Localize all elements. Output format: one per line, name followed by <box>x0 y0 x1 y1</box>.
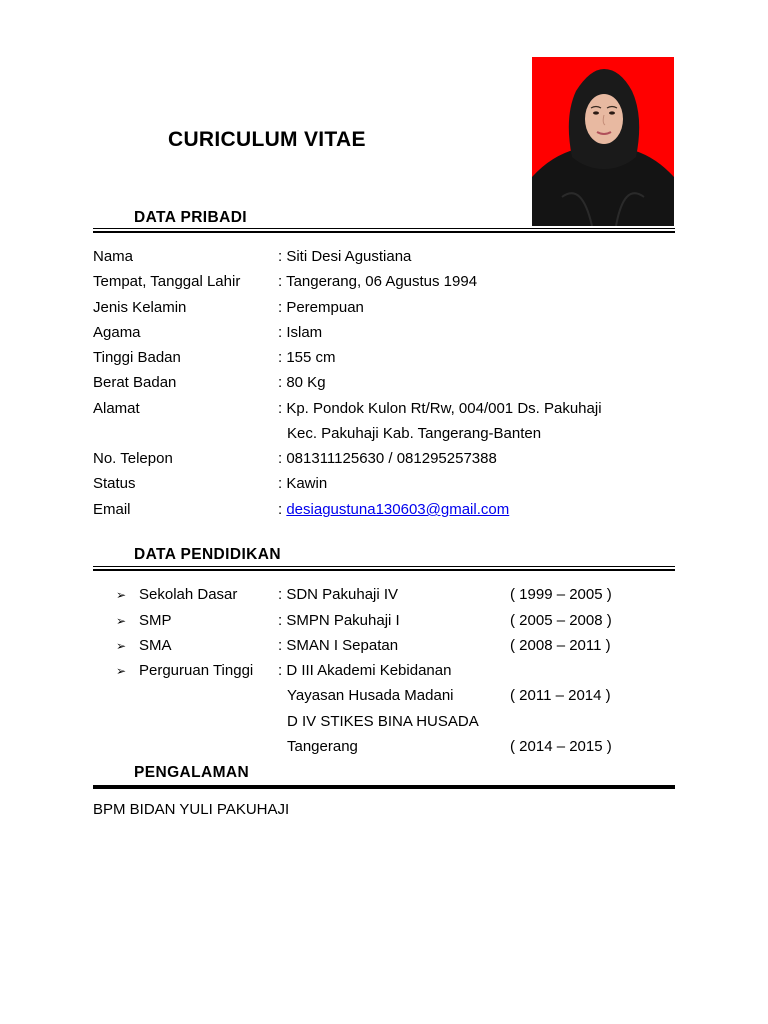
education-label-university: Perguruan Tinggi <box>139 662 254 679</box>
experience-item: BPM BIDAN YULI PAKUHAJI <box>93 801 290 818</box>
education-continuation: D IV STIKES BINA HUSADA <box>287 713 479 730</box>
personal-value-email-row <box>278 500 509 520</box>
personal-label-name: Nama <box>93 248 134 265</box>
personal-value-name: : Siti Desi Agustiana <box>278 248 412 265</box>
education-years-sma: ( 2008 – 2011 ) <box>510 637 611 654</box>
education-continuation: Tangerang <box>287 738 358 755</box>
education-value-sma: : SMAN I Sepatan <box>278 637 399 654</box>
personal-label-birth: Tempat, Tanggal Lahir <box>93 273 241 290</box>
personal-label-status: Status <box>93 475 136 492</box>
section-divider <box>93 569 675 571</box>
personal-label-religion: Agama <box>93 324 141 341</box>
personal-label-address: Alamat <box>93 400 140 417</box>
section-divider <box>93 785 675 789</box>
colon-separator: : <box>278 501 287 518</box>
personal-value-status: : Kawin <box>278 475 328 492</box>
section-divider <box>93 228 675 229</box>
bullet-arrow-icon: ➢ <box>116 614 127 628</box>
education-value-sd: : SDN Pakuhaji IV <box>278 586 399 603</box>
email-link[interactable]: desiagustuna130603@gmail.com <box>286 501 510 518</box>
education-continuation: Yayasan Husada Madani <box>287 687 454 704</box>
education-years-d3: ( 2011 – 2014 ) <box>510 687 611 704</box>
section-heading-education: DATA PENDIDIKAN <box>134 546 281 563</box>
bullet-arrow-icon: ➢ <box>116 588 127 602</box>
education-label-sma: SMA <box>139 637 172 654</box>
personal-value-address-line2: Kec. Pakuhaji Kab. Tangerang-Banten <box>287 425 542 442</box>
section-heading-experience: PENGALAMAN <box>134 764 250 781</box>
document-title: CURICULUM VITAE <box>168 128 366 151</box>
section-divider <box>93 566 675 567</box>
personal-value-gender: : Perempuan <box>278 299 364 316</box>
personal-label-email: Email <box>93 501 131 518</box>
personal-label-phone: No. Telepon <box>93 450 173 467</box>
education-value-university: : D III Akademi Kebidanan <box>278 662 452 679</box>
education-label-smp: SMP <box>139 612 172 629</box>
education-value-smp: : SMPN Pakuhaji I <box>278 612 400 629</box>
bullet-arrow-icon: ➢ <box>116 664 127 678</box>
education-years-smp: ( 2005 – 2008 ) <box>510 612 612 629</box>
section-heading-personal: DATA PRIBADI <box>134 209 248 226</box>
personal-label-height: Tinggi Badan <box>93 349 181 366</box>
personal-value-address: : Kp. Pondok Kulon Rt/Rw, 004/001 Ds. Pakuhaji <box>278 400 602 417</box>
personal-value-birth: : Tangerang, 06 Agustus 1994 <box>278 273 478 290</box>
profile-photo <box>532 57 674 226</box>
personal-value-height: : 155 cm <box>278 349 336 366</box>
education-years-sd: ( 1999 – 2005 ) <box>510 586 612 603</box>
section-divider <box>93 231 675 233</box>
personal-value-phone: : 081311125630 / 081295257388 <box>278 450 497 467</box>
education-years-d4: ( 2014 – 2015 ) <box>510 738 612 755</box>
education-label-sd: Sekolah Dasar <box>139 586 238 603</box>
bullet-arrow-icon: ➢ <box>116 639 127 653</box>
personal-label-gender: Jenis Kelamin <box>93 299 187 316</box>
personal-label-weight: Berat Badan <box>93 374 177 391</box>
personal-value-religion: : Islam <box>278 324 323 341</box>
personal-value-weight: : 80 Kg <box>278 374 326 391</box>
